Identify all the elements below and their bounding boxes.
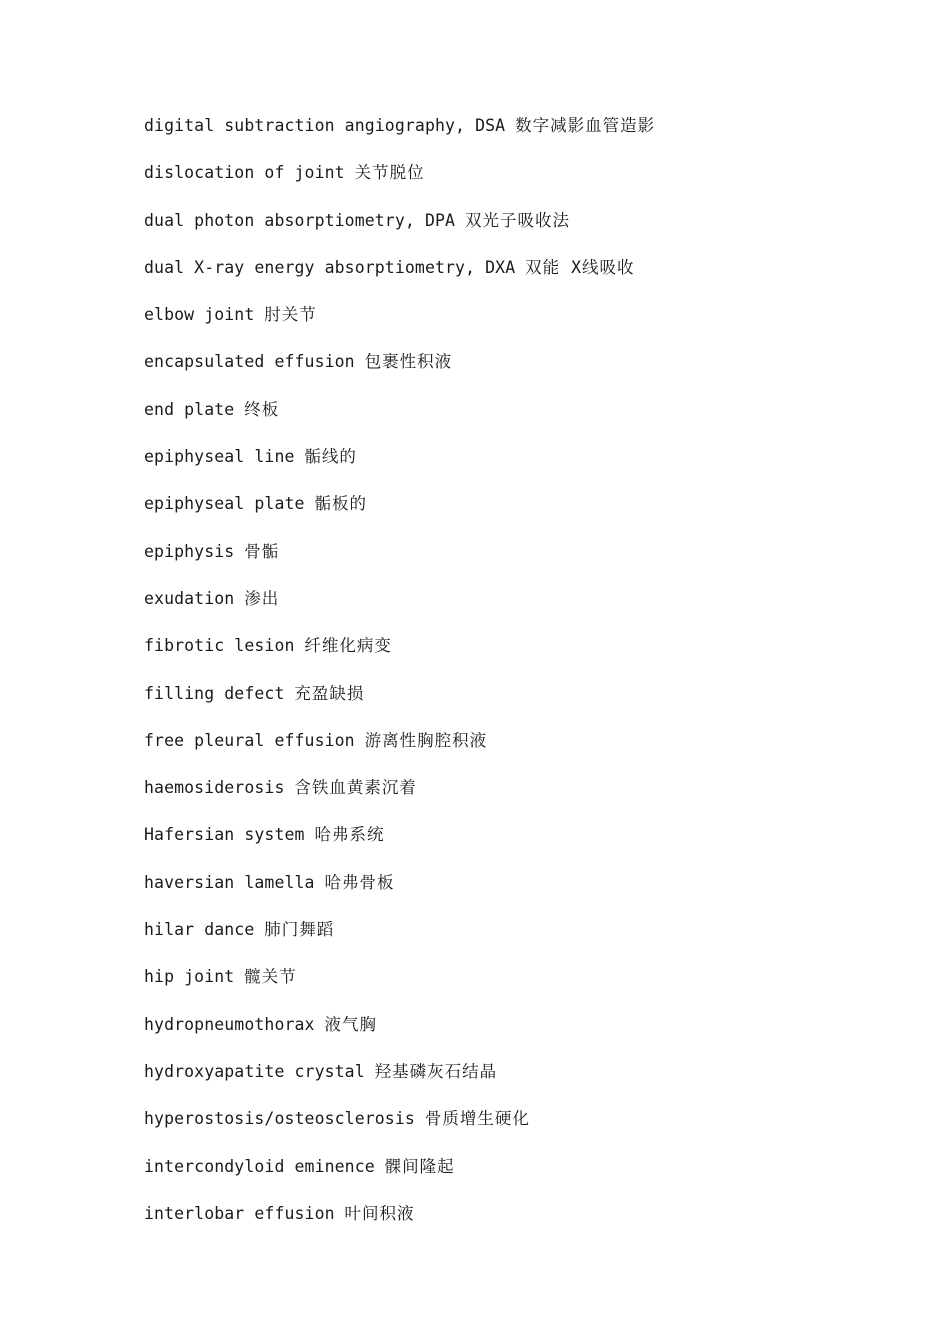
entry-translation: 髋关节 xyxy=(244,967,297,987)
entry-translation: 充盈缺损 xyxy=(294,683,365,703)
entry-translation: 肺门舞蹈 xyxy=(264,920,335,940)
entry-translation: 骨质增生硬化 xyxy=(424,1109,530,1129)
entry-translation: 叶间积液 xyxy=(344,1203,415,1223)
entry-term: interlobar effusion xyxy=(144,1203,335,1223)
glossary-entry xyxy=(144,113,655,160)
glossary-entry xyxy=(144,397,655,444)
glossary-entry xyxy=(144,681,655,728)
glossary-entry xyxy=(144,633,655,680)
entry-translation: 髁间隆起 xyxy=(384,1156,455,1176)
entry-translation: 包裹性积液 xyxy=(364,352,453,372)
glossary-entry xyxy=(144,444,655,491)
glossary-entry xyxy=(144,870,655,917)
entry-translation: 数字减影血管造影 xyxy=(515,116,656,135)
entry-translation: 哈弗系统 xyxy=(314,825,385,845)
glossary-entry xyxy=(144,1201,655,1248)
entry-translation: 肘关节 xyxy=(264,305,317,325)
entry-term: free pleural effusion xyxy=(144,730,355,750)
entry-term: digital subtraction angiography, DSA xyxy=(144,116,506,135)
entry-term: dual X-ray energy absorptiometry, DXA xyxy=(144,257,516,277)
entry-term: encapsulated effusion xyxy=(144,352,355,372)
entry-translation: 纤维化病变 xyxy=(304,636,392,656)
entry-term: exudation xyxy=(144,588,235,608)
glossary-entry xyxy=(144,964,655,1011)
glossary-list xyxy=(144,113,655,1248)
entry-translation: 羟基磷灰石结晶 xyxy=(374,1061,498,1081)
entry-term: filling defect xyxy=(144,683,285,703)
glossary-entry xyxy=(144,822,655,869)
entry-term: end plate xyxy=(144,399,235,419)
glossary-entry xyxy=(144,586,655,633)
entry-translation: 终板 xyxy=(244,399,280,419)
glossary-entry xyxy=(144,1059,655,1106)
glossary-entry xyxy=(144,491,655,538)
entry-translation: 骺板的 xyxy=(314,494,367,514)
entry-term: hydroxyapatite crystal xyxy=(144,1061,365,1081)
entry-term: haemosiderosis xyxy=(144,778,285,798)
glossary-entry xyxy=(144,539,655,586)
entry-term: dislocation of joint xyxy=(144,163,345,183)
entry-term: epiphyseal line xyxy=(144,447,295,467)
entry-term: epiphysis xyxy=(144,541,235,561)
glossary-entry xyxy=(144,1012,655,1059)
entry-translation: 含铁血黄素沉着 xyxy=(294,778,417,798)
entry-term: epiphyseal plate xyxy=(144,494,305,514)
glossary-entry xyxy=(144,208,655,255)
entry-term: dual photon absorptiometry, DPA xyxy=(144,210,456,230)
glossary-entry xyxy=(144,775,655,822)
entry-translation: 骨骺 xyxy=(244,541,280,561)
entry-translation: 骺线的 xyxy=(304,447,357,467)
entry-term: elbow joint xyxy=(144,305,255,325)
entry-translation: 渗出 xyxy=(244,588,280,608)
glossary-entry xyxy=(144,917,655,964)
glossary-entry xyxy=(144,302,655,349)
glossary-entry xyxy=(144,1106,655,1153)
glossary-entry xyxy=(144,1154,655,1201)
entry-term: hyperostosis/osteosclerosis xyxy=(144,1109,415,1129)
glossary-entry xyxy=(144,255,655,302)
entry-translation: 液气胸 xyxy=(324,1014,377,1034)
glossary-entry xyxy=(144,349,655,396)
entry-term: hip joint xyxy=(144,967,235,987)
entry-translation: 哈弗骨板 xyxy=(324,872,395,892)
entry-term: intercondyloid eminence xyxy=(144,1156,375,1176)
entry-term: hydropneumothorax xyxy=(144,1014,315,1034)
entry-translation: 关节脱位 xyxy=(354,163,425,183)
glossary-entry xyxy=(144,160,655,207)
entry-translation: 游离性胸腔积液 xyxy=(364,730,488,750)
entry-term: fibrotic lesion xyxy=(144,636,295,656)
entry-term: Hafersian system xyxy=(144,825,305,845)
entry-term: hilar dance xyxy=(144,920,255,940)
entry-translation: 双光子吸收法 xyxy=(464,210,570,230)
entry-translation: 双能 X线吸收 xyxy=(525,257,635,277)
glossary-entry xyxy=(144,728,655,775)
entry-term: haversian lamella xyxy=(144,872,315,892)
